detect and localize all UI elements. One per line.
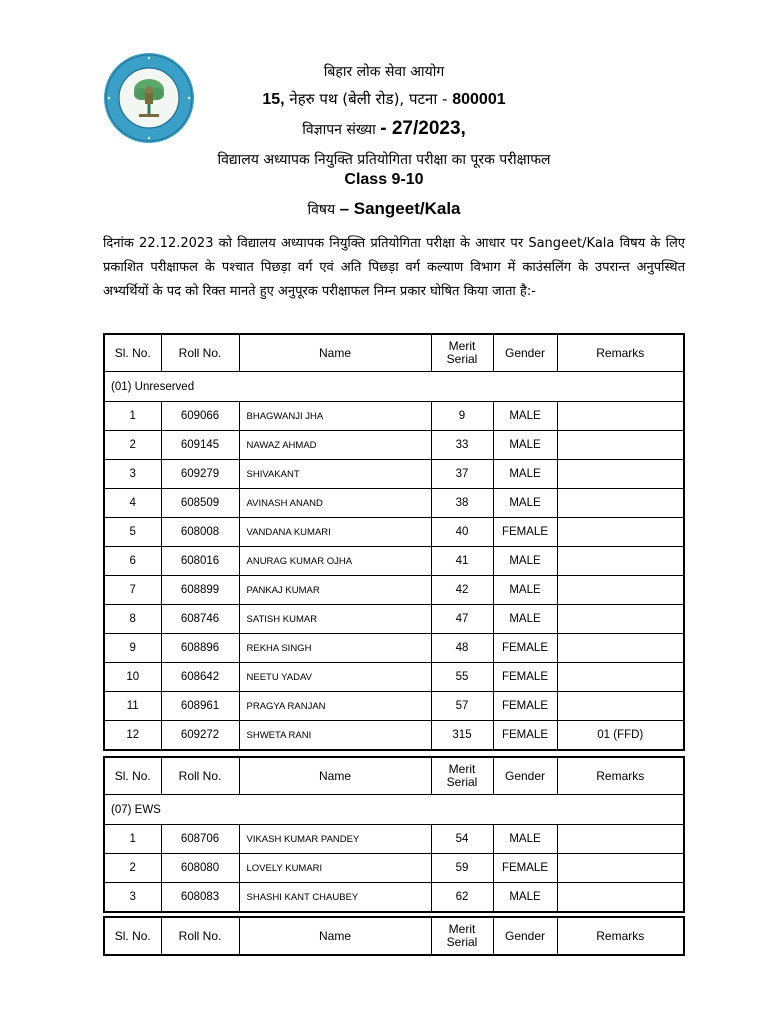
table-row xyxy=(104,663,684,692)
cell-sl-no: 6 xyxy=(104,547,161,576)
col-remarks: Remarks xyxy=(557,917,684,955)
cell-roll-no: 608706 xyxy=(161,825,239,854)
serial-label: Serial xyxy=(446,352,478,366)
cell-sl-no: 2 xyxy=(104,854,161,883)
table-row xyxy=(104,825,684,854)
table-row xyxy=(104,854,684,883)
cell-gender: FEMALE xyxy=(493,663,557,692)
cell-gender: FEMALE xyxy=(493,854,557,883)
class-title: Class 9-10 xyxy=(344,171,424,188)
cell-sl-no: 4 xyxy=(104,489,161,518)
merit-label: Merit xyxy=(448,922,476,936)
table-row xyxy=(104,721,684,751)
col-sl-no: Sl. No. xyxy=(104,334,161,372)
col-gender: Gender xyxy=(493,334,557,372)
cell-name: ANURAG KUMAR OJHA xyxy=(239,547,431,576)
col-gender: Gender xyxy=(493,757,557,795)
table-row xyxy=(104,489,684,518)
cell-sl-no: 7 xyxy=(104,576,161,605)
cell-name: NEETU YADAV xyxy=(239,663,431,692)
table-header-row xyxy=(104,917,684,955)
cell-roll-no: 608896 xyxy=(161,634,239,663)
cell-gender: FEMALE xyxy=(493,634,557,663)
cell-roll-no: 609066 xyxy=(161,402,239,431)
cell-merit-serial: 59 xyxy=(431,854,493,883)
cell-roll-no: 608961 xyxy=(161,692,239,721)
category-row xyxy=(104,372,684,402)
cell-roll-no: 608080 xyxy=(161,854,239,883)
cell-sl-no: 1 xyxy=(104,402,161,431)
col-roll-no: Roll No. xyxy=(161,334,239,372)
cell-gender: FEMALE xyxy=(493,518,557,547)
table-row xyxy=(104,460,684,489)
col-sl-no: Sl. No. xyxy=(104,757,161,795)
cell-merit-serial: 40 xyxy=(431,518,493,547)
table-row xyxy=(104,576,684,605)
address-text: नेहरु पथ (बेली रोड), पटना - xyxy=(284,90,453,108)
result-table-next xyxy=(103,916,685,956)
cell-sl-no: 12 xyxy=(104,721,161,751)
cell-sl-no: 9 xyxy=(104,634,161,663)
cell-gender: MALE xyxy=(493,489,557,518)
col-roll-no: Roll No. xyxy=(161,917,239,955)
table-row xyxy=(104,883,684,913)
cell-remarks xyxy=(557,547,684,576)
cell-gender: MALE xyxy=(493,825,557,854)
cell-name: VIKASH KUMAR PANDEY xyxy=(239,825,431,854)
table-row xyxy=(104,605,684,634)
cell-roll-no: 609145 xyxy=(161,431,239,460)
cell-roll-no: 609272 xyxy=(161,721,239,751)
cell-sl-no: 5 xyxy=(104,518,161,547)
cell-name: PRAGYA RANJAN xyxy=(239,692,431,721)
cell-gender: MALE xyxy=(493,547,557,576)
cell-sl-no: 3 xyxy=(104,460,161,489)
cell-merit-serial: 37 xyxy=(431,460,493,489)
cell-remarks xyxy=(557,460,684,489)
table-row xyxy=(104,518,684,547)
address-pin: 800001 xyxy=(452,91,506,108)
exam-title: विद्यालय अध्यापक नियुक्ति प्रतियोगिता परीक्षा का पूरक परीक्षाफल xyxy=(217,152,551,168)
subject-prefix: विषय xyxy=(307,202,340,218)
cell-sl-no: 8 xyxy=(104,605,161,634)
cell-roll-no: 609279 xyxy=(161,460,239,489)
cell-sl-no: 2 xyxy=(104,431,161,460)
address-number: 15, xyxy=(262,91,285,108)
cell-name: PANKAJ KUMAR xyxy=(239,576,431,605)
rows-ews xyxy=(104,825,684,913)
cell-merit-serial: 38 xyxy=(431,489,493,518)
col-name: Name xyxy=(239,757,431,795)
cell-roll-no: 608746 xyxy=(161,605,239,634)
table-row xyxy=(104,634,684,663)
cell-merit-serial: 62 xyxy=(431,883,493,913)
cell-remarks xyxy=(557,605,684,634)
subject-title xyxy=(0,199,768,219)
table-row xyxy=(104,402,684,431)
col-merit-serial xyxy=(431,917,493,955)
cell-gender: MALE xyxy=(493,605,557,634)
cell-name: NAWAZ AHMAD xyxy=(239,431,431,460)
cell-gender: MALE xyxy=(493,883,557,913)
cell-roll-no: 608016 xyxy=(161,547,239,576)
cell-gender: MALE xyxy=(493,431,557,460)
col-gender: Gender xyxy=(493,917,557,955)
cell-gender: MALE xyxy=(493,576,557,605)
cell-name: AVINASH ANAND xyxy=(239,489,431,518)
cell-merit-serial: 48 xyxy=(431,634,493,663)
col-roll-no: Roll No. xyxy=(161,757,239,795)
cell-name: BHAGWANJI JHA xyxy=(239,402,431,431)
category-label: (01) Unreserved xyxy=(104,372,684,402)
cell-remarks xyxy=(557,489,684,518)
adv-number: - 27/2023, xyxy=(380,118,466,139)
cell-merit-serial: 42 xyxy=(431,576,493,605)
cell-merit-serial: 54 xyxy=(431,825,493,854)
cell-remarks xyxy=(557,692,684,721)
col-merit-serial xyxy=(431,757,493,795)
cell-merit-serial: 9 xyxy=(431,402,493,431)
intro-paragraph: दिनांक 22.12.2023 को विद्यालय अध्यापक नियुक्ति प्रतियोगिता परीक्षा के आधार पर Sangeet/Kala विषय के लिए प्रकाशित परीक्षाफल के पश्चात पिछड़ा वर्ग एवं अति पिछड़ा वर्ग कल्याण विभाग में काउंसलिंग के उपरान्त अनुपस्थित अभ्यर्थियों के पद को रिक्त मानते हुए अनुपूरक परीक्षाफल निम्न प्रकार घोषित किया जाता है:- xyxy=(103,236,685,299)
merit-label: Merit xyxy=(448,762,476,776)
subject-name: – Sangeet/Kala xyxy=(339,199,461,218)
cell-sl-no: 11 xyxy=(104,692,161,721)
category-row xyxy=(104,795,684,825)
cell-remarks: 01 (FFD) xyxy=(557,721,684,751)
result-table-ews xyxy=(103,756,685,913)
table-header-row xyxy=(104,757,684,795)
cell-name: SATISH KUMAR xyxy=(239,605,431,634)
col-merit-serial xyxy=(431,334,493,372)
cell-remarks xyxy=(557,576,684,605)
cell-merit-serial: 47 xyxy=(431,605,493,634)
cell-merit-serial: 33 xyxy=(431,431,493,460)
rows-unreserved xyxy=(104,402,684,751)
table-header-row xyxy=(104,334,684,372)
cell-sl-no: 10 xyxy=(104,663,161,692)
cell-roll-no: 608083 xyxy=(161,883,239,913)
cell-name: SHASHI KANT CHAUBEY xyxy=(239,883,431,913)
col-name: Name xyxy=(239,917,431,955)
org-address xyxy=(0,89,768,109)
cell-merit-serial: 55 xyxy=(431,663,493,692)
cell-gender: FEMALE xyxy=(493,692,557,721)
cell-sl-no: 3 xyxy=(104,883,161,913)
serial-label: Serial xyxy=(446,775,478,789)
cell-name: REKHA SINGH xyxy=(239,634,431,663)
cell-gender: MALE xyxy=(493,402,557,431)
serial-label: Serial xyxy=(446,935,478,949)
col-name: Name xyxy=(239,334,431,372)
adv-prefix: विज्ञापन संख्या xyxy=(302,122,381,138)
cell-remarks xyxy=(557,634,684,663)
cell-gender: MALE xyxy=(493,460,557,489)
cell-remarks xyxy=(557,854,684,883)
cell-roll-no: 608899 xyxy=(161,576,239,605)
cell-sl-no: 1 xyxy=(104,825,161,854)
cell-gender: FEMALE xyxy=(493,721,557,751)
cell-remarks xyxy=(557,663,684,692)
cell-name: LOVELY KUMARI xyxy=(239,854,431,883)
cell-roll-no: 608008 xyxy=(161,518,239,547)
cell-merit-serial: 41 xyxy=(431,547,493,576)
cell-remarks xyxy=(557,402,684,431)
cell-name: SHIVAKANT xyxy=(239,460,431,489)
cell-remarks xyxy=(557,883,684,913)
cell-remarks xyxy=(557,825,684,854)
cell-roll-no: 608509 xyxy=(161,489,239,518)
cell-remarks xyxy=(557,431,684,460)
cell-remarks xyxy=(557,518,684,547)
table-row xyxy=(104,547,684,576)
cell-name: SHWETA RANI xyxy=(239,721,431,751)
table-row xyxy=(104,692,684,721)
cell-name: VANDANA KUMARI xyxy=(239,518,431,547)
advertisement-number xyxy=(0,118,768,140)
org-name: बिहार लोक सेवा आयोग xyxy=(323,64,445,80)
merit-label: Merit xyxy=(448,339,476,353)
result-table-unreserved xyxy=(103,333,685,751)
cell-roll-no: 608642 xyxy=(161,663,239,692)
cell-merit-serial: 57 xyxy=(431,692,493,721)
category-label: (07) EWS xyxy=(104,795,684,825)
col-remarks: Remarks xyxy=(557,757,684,795)
col-sl-no: Sl. No. xyxy=(104,917,161,955)
cell-merit-serial: 315 xyxy=(431,721,493,751)
table-row xyxy=(104,431,684,460)
col-remarks: Remarks xyxy=(557,334,684,372)
